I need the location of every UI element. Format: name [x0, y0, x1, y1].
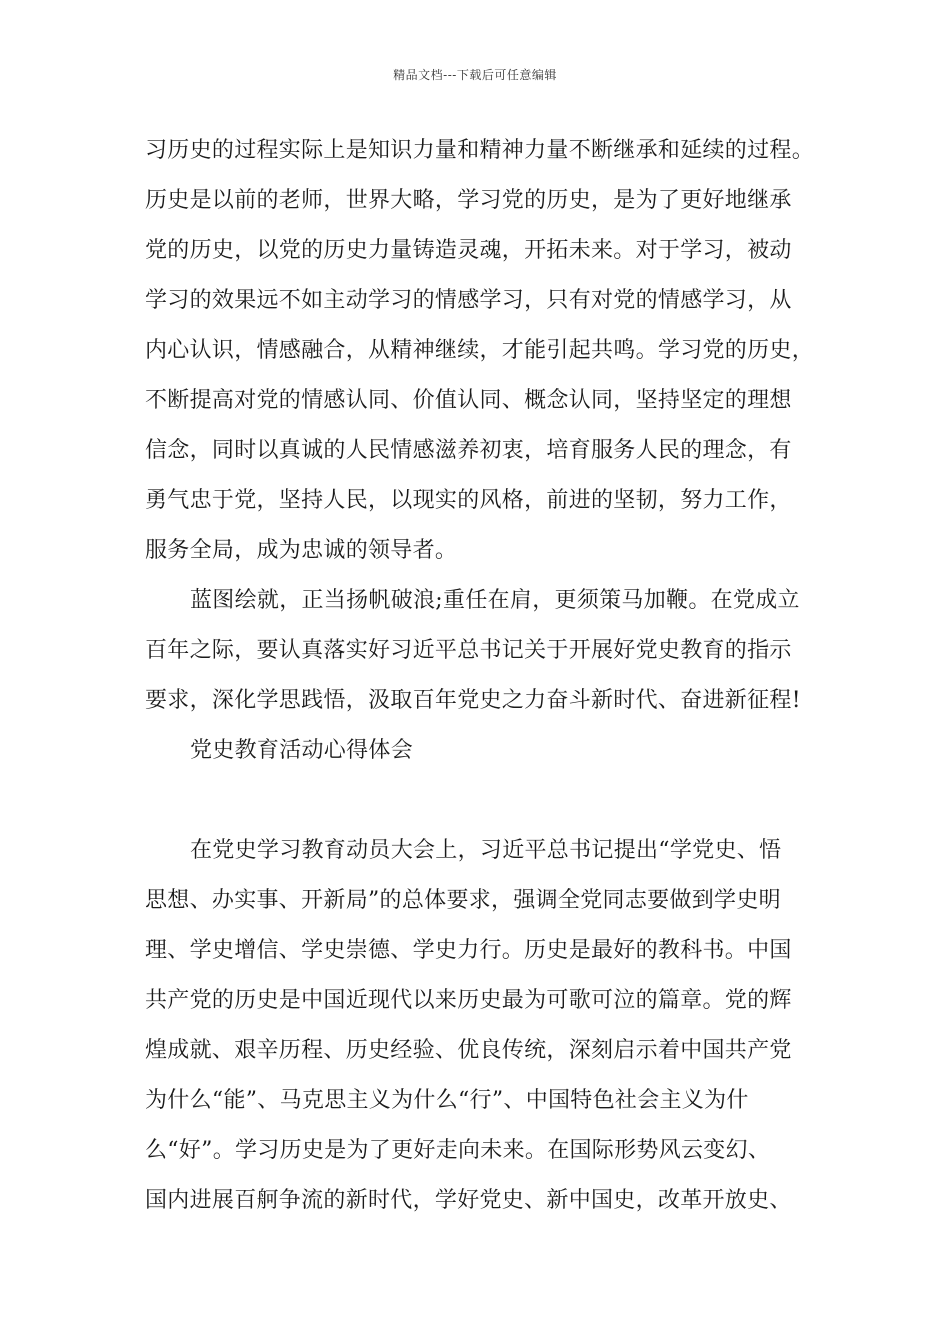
- text-line: 在党史学习教育动员大会上，习近平总书记提出“学党史、悟: [190, 838, 782, 863]
- text-line: 不断提高对党的情感认同、价值认同、概念认同，坚持坚定的理想: [145, 388, 792, 413]
- text-line: 么“好”。学习历史是为了更好走向未来。在国际形势风云变幻、: [145, 1138, 771, 1163]
- text-line: 蓝图绘就，正当扬帆破浪;重任在肩，更须策马加鞭。在党成立: [190, 588, 800, 613]
- page-header: 精品文档---下载后可任意编辑: [393, 68, 557, 82]
- text-line: 习历史的过程实际上是知识力量和精神力量不断继承和延续的过程。: [145, 138, 815, 163]
- section-title: 党史教育活动心得体会: [190, 738, 414, 763]
- text-line: 为什么“能”、马克思主义为什么“行”、中国特色社会主义为什: [145, 1088, 749, 1113]
- text-line: 要求，深化学思践悟，汲取百年党史之力奋斗新时代、奋进新征程!: [145, 688, 801, 713]
- text-line: 理、学史增信、学史崇德、学史力行。历史是最好的教科书。中国: [145, 938, 792, 963]
- text-line: 内心认识，情感融合，从精神继续，才能引起共鸣。学习党的历史，: [145, 338, 815, 363]
- text-line: 思想、办实事、开新局”的总体要求，强调全党同志要做到学史明: [145, 888, 781, 913]
- text-line: 历史是以前的老师，世界大略，学习党的历史，是为了更好地继承: [145, 188, 792, 213]
- text-line: 勇气忠于党，坚持人民，以现实的风格，前进的坚韧，努力工作，: [145, 488, 792, 513]
- text-line: 煌成就、艰辛历程、历史经验、优良传统，深刻启示着中国共产党: [145, 1038, 792, 1063]
- text-line: 百年之际，要认真落实好习近平总书记关于开展好党史教育的指示: [145, 638, 792, 663]
- text-line: 国内进展百舸争流的新时代，学好党史、新中国史，改革开放史、: [145, 1188, 792, 1213]
- text-line: 信念，同时以真诚的人民情感滋养初衷，培育服务人民的理念，有: [145, 438, 792, 463]
- text-line: 党的历史，以党的历史力量铸造灵魂，开拓未来。对于学习，被动: [145, 238, 792, 263]
- text-line: 服务全局，成为忠诚的领导者。: [145, 538, 458, 563]
- text-line: 共产党的历史是中国近现代以来历史最为可歌可泣的篇章。党的辉: [145, 988, 792, 1013]
- text-line: 学习的效果远不如主动学习的情感学习，只有对党的情感学习，从: [145, 288, 792, 313]
